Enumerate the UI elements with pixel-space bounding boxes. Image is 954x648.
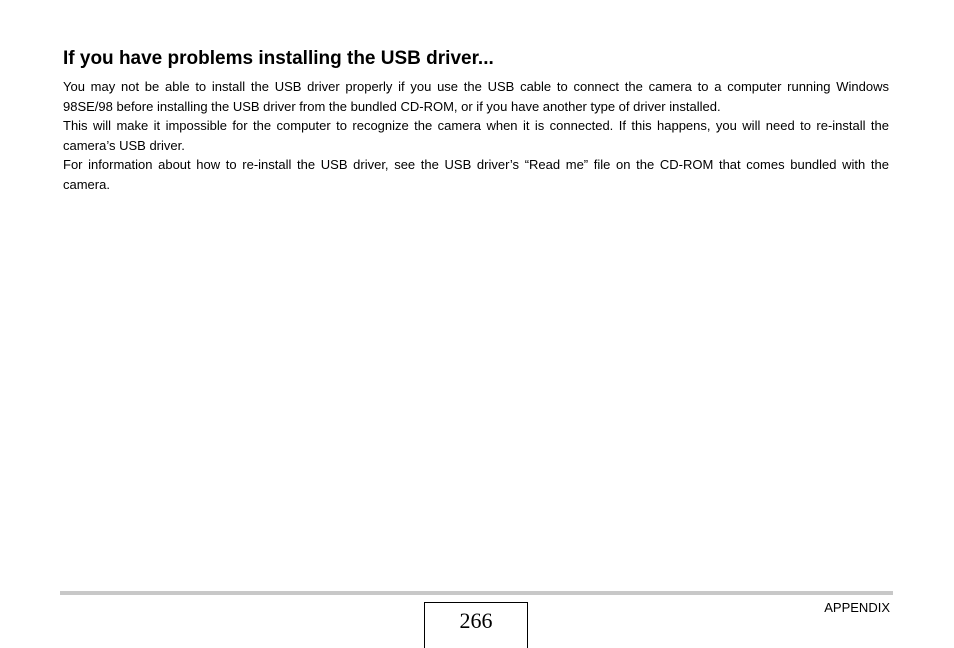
page-number: 266 <box>424 602 528 648</box>
footer-section-label: APPENDIX <box>824 600 890 615</box>
paragraph: For information about how to re-install the USB driver, see the USB driver’s “Read me” file on the CD-ROM that comes bundled with the camera. <box>63 157 889 192</box>
paragraph: You may not be able to install the USB driver properly if you use the USB cable to connect the camera to a computer running Windows 98SE/98 before installing the USB driver from the bundled CD-ROM, or if you have another type of driver installed. <box>63 79 889 114</box>
paragraph: This will make it impossible for the computer to recognize the camera when it is connected. If this happens, you will need to re-install the camera’s USB driver. <box>63 118 889 153</box>
section-heading: If you have problems installing the USB driver... <box>63 48 494 69</box>
body-text <box>63 77 889 194</box>
footer-divider <box>60 591 893 595</box>
